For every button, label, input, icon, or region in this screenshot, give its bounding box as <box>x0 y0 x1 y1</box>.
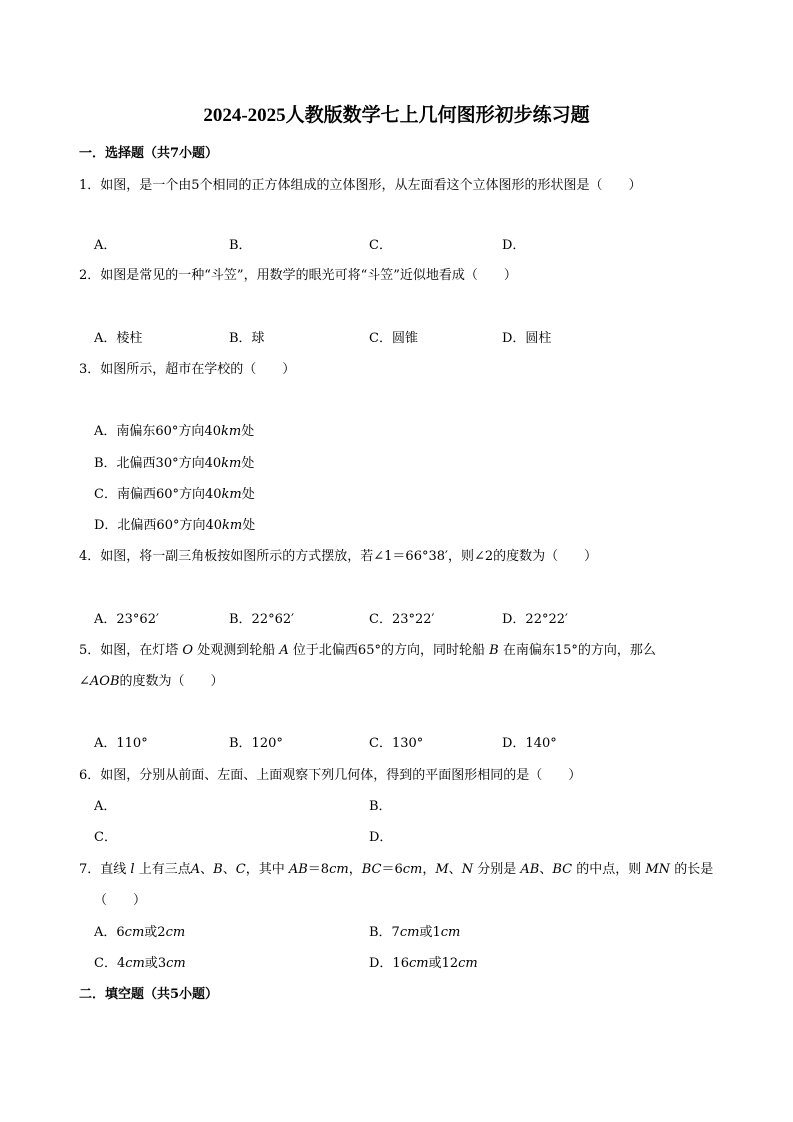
question-7-option-c: C．4cm或3cm <box>94 956 186 971</box>
question-1-option-c: C． <box>369 238 392 253</box>
question-3-option-b: B．北偏西30°方向40km处 <box>94 456 255 471</box>
question-5-stem-line-1: 5．如图，在灯塔 O 处观测到轮船 A 位于北偏西65°的方向，同时轮船 B 在南偏东15°的方向，那么 <box>79 643 656 658</box>
question-5-option-a: A．110° <box>94 736 148 751</box>
question-5-option-d: D．140° <box>502 736 557 751</box>
question-4-stem: 4．如图，将一副三角板按如图所示的方式摆放，若∠1＝66°38′，则∠2的度数为（ ） <box>79 549 598 564</box>
question-3-stem: 3．如图所示，超市在学校的（ ） <box>79 362 296 377</box>
section-heading-fill-in: 二．填空题（共5小题） <box>79 987 219 1002</box>
question-4-option-c: C．23°22′ <box>369 612 435 627</box>
question-2-option-c: C．圆锥 <box>369 331 418 346</box>
question-1-option-d: D． <box>502 238 526 253</box>
question-4-option-d: D．22°22′ <box>502 612 568 627</box>
question-5-option-c: C．130° <box>369 736 424 751</box>
question-3-option-d: D．北偏西60°方向40km处 <box>94 518 256 533</box>
question-6-option-a: A． <box>94 799 117 814</box>
question-7-option-d: D．16cm或12cm <box>369 956 478 971</box>
question-6-option-b: B． <box>369 799 392 814</box>
question-3-option-c: C．南偏西60°方向40km处 <box>94 487 255 502</box>
question-6-option-c: C． <box>94 830 117 845</box>
question-4-option-a: A．23°62′ <box>94 612 159 627</box>
question-6-option-d: D． <box>369 830 393 845</box>
question-1-option-b: B． <box>229 238 252 253</box>
question-3-option-a: A．南偏东60°方向40km处 <box>94 424 255 439</box>
page-title: 2024-2025人教版数学七上几何图形初步练习题 <box>203 105 590 126</box>
question-5-option-b: B．120° <box>229 736 283 751</box>
question-1-stem: 1．如图，是一个由5个相同的正方体组成的立体图形，从左面看这个立体图形的形状图是（ ） <box>79 178 642 193</box>
question-7-option-b: B．7cm或1cm <box>369 925 461 940</box>
question-2-option-b: B．球 <box>229 331 265 346</box>
section-heading-choice: 一．选择题（共7小题） <box>79 146 219 161</box>
question-6-stem: 6．如图，分别从前面、左面、上面观察下列几何体，得到的平面图形相同的是（ ） <box>79 768 582 783</box>
question-7-stem-line-1: 7．直线 l 上有三点A、B、C，其中 AB＝8cm，BC＝6cm，M、N 分别是 AB、BC 的中点，则 MN 的长是 <box>79 862 714 877</box>
question-2-stem: 2．如图是常见的一种“斗笠”，用数学的眼光可将“斗笠”近似地看成（ ） <box>79 268 517 283</box>
question-5-stem-line-2: ∠AOB的度数为（ ） <box>79 674 224 689</box>
question-4-option-b: B．22°62′ <box>229 612 295 627</box>
question-1-option-a: A． <box>94 238 117 253</box>
question-7-stem-line-2: （ ） <box>94 893 147 908</box>
question-2-option-a: A．棱柱 <box>94 331 143 346</box>
question-2-option-d: D．圆柱 <box>502 331 552 346</box>
question-7-option-a: A．6cm或2cm <box>94 925 186 940</box>
